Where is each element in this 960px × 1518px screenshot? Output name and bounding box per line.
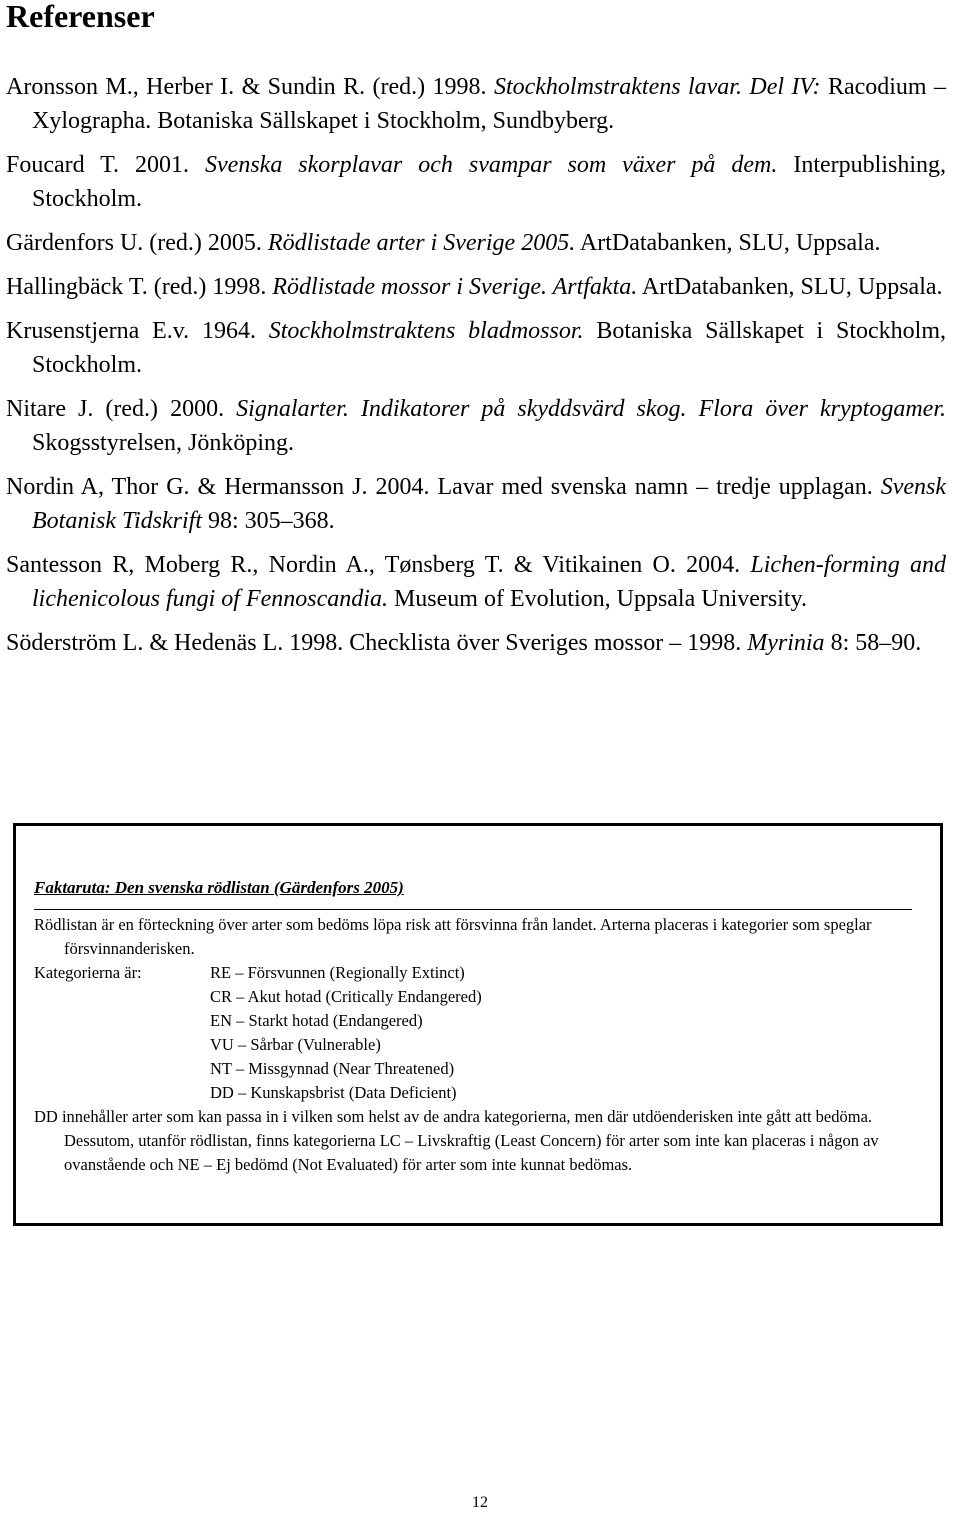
page-heading: Referenser (6, 0, 155, 34)
reference-item (6, 626, 946, 660)
reference-item (6, 148, 946, 216)
category-item: RE – Försvunnen (Regionally Extinct) (210, 963, 465, 982)
category-list (210, 961, 482, 1105)
reference-text: Museum of Evolution, Uppsala University. (387, 586, 808, 612)
reference-text: 8: 58–90. (824, 630, 922, 656)
reference-text: Skogsstyrelsen, Jönköping. (32, 430, 295, 456)
reference-item (6, 470, 946, 538)
category-item: NT – Missgynnad (Near Threatened) (210, 1059, 455, 1078)
fact-box-outro: DD innehåller arter som kan passa in i vilken som helst av de andra kategorierna, men där utdöenderisken inte gått att bedöma. Dessutom, utanför rödlistan, finns kategorierna LC – Livskraftig (Least Concern) för arter som inte kan placeras i någon av ovanstående och NE – Ej bedömd (Not Evaluated) för arter som inte kunnat bedömas. (34, 1107, 879, 1174)
reference-list (6, 70, 946, 670)
reference-text: Gärdenfors U. (red.) 2005. (6, 230, 268, 256)
category-item: EN – Starkt hotad (Endangered) (210, 1011, 423, 1030)
reference-title: Myrinia (747, 630, 825, 656)
reference-item (6, 70, 946, 138)
reference-text: Foucard T. 2001. (6, 152, 206, 178)
reference-text: Racodium – Xylographa. Botaniska Sällskapet i Stockholm, Sundbyberg. (32, 74, 946, 134)
reference-title: Svensk Botanisk Tidskrift (32, 474, 946, 534)
reference-item (6, 270, 946, 304)
reference-text: Nitare J. (red.) 2000. (6, 396, 237, 422)
reference-item (6, 226, 946, 260)
category-item: VU – Sårbar (Vulnerable) (210, 1035, 381, 1054)
fact-box-title: Faktaruta: Den svenska rödlistan (Gärdenfors 2005) (34, 878, 404, 897)
reference-text: Nordin A, Thor G. & Hermansson J. 2004. Lavar med svenska namn – tredje upplagan. (6, 474, 881, 500)
reference-item (6, 392, 946, 460)
categories-label: Kategorierna är: (34, 963, 142, 982)
reference-item (6, 314, 946, 382)
reference-text: Söderström L. & Hedenäs L. 1998. Checklista över Sveriges mossor – 1998. (6, 630, 748, 656)
page-number: 12 (472, 1494, 488, 1511)
reference-text: Interpublishing, Stockholm. (32, 152, 947, 212)
fact-box-top-rule (34, 909, 912, 910)
reference-text: Botaniska Sällskapet i Stockholm, Stockholm. (32, 318, 947, 378)
reference-title: Svenska skorplavar och svampar som växer på dem. (205, 152, 778, 178)
reference-text: Aronsson M., Herber I. & Sundin R. (red.) 1998. (6, 74, 494, 100)
fact-box-intro: Rödlistan är en förteckning över arter som bedöms löpa risk att försvinna från landet. Arterna placeras i kategorier som speglar försvinnanderisken. (34, 915, 872, 958)
reference-text: Hallingbäck T. (red.) 1998. (6, 274, 273, 300)
reference-text: Krusenstjerna E.v. 1964. (6, 318, 269, 344)
reference-item (6, 548, 946, 616)
category-block (34, 961, 914, 1105)
reference-title: Signalarter. Indikatorer på skyddsvärd skog. Flora över kryptogamer. (236, 396, 946, 422)
category-item: DD – Kunskapsbrist (Data Deficient) (210, 1083, 457, 1102)
category-item: CR – Akut hotad (Critically Endangered) (210, 987, 482, 1006)
reference-text: 98: 305–368. (202, 508, 335, 534)
reference-text: Santesson R, Moberg R., Nordin A., Tønsberg T. & Vitikainen O. 2004. (6, 552, 751, 578)
reference-text: ArtDatabanken, SLU, Uppsala. (637, 274, 943, 300)
reference-title: Stockholmstraktens bladmossor. (268, 318, 584, 344)
reference-title: Rödlistade mossor i Sverige. Artfakta. (272, 274, 638, 300)
reference-title: Rödlistade arter i Sverige 2005. (267, 230, 576, 256)
fact-box-body (34, 913, 914, 1177)
reference-title: Stockholmstraktens lavar. Del IV: (493, 74, 828, 100)
reference-text: ArtDatabanken, SLU, Uppsala. (575, 230, 881, 256)
reference-title: Lichen-forming and lichenicolous fungi of Fennoscandia. (32, 552, 946, 612)
fact-box (13, 823, 943, 1226)
